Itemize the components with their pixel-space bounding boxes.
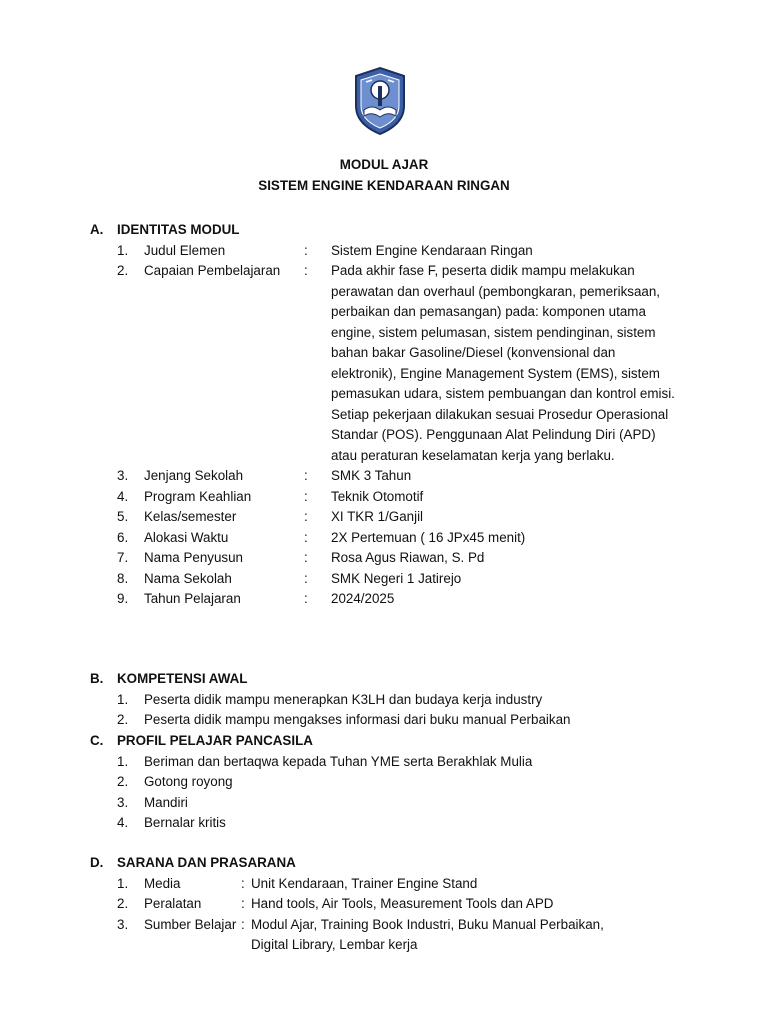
field-colon: : [304,529,308,545]
list-item [90,690,710,711]
section-title: SARANA DAN PRASARANA [117,855,296,870]
section-sarana-dan-prasarana [90,853,710,956]
item-number: 1. [117,242,129,258]
field-label: Nama Sekolah [144,570,232,586]
item-number: 3. [117,794,129,810]
item-number: 9. [117,591,129,606]
field-label: Kelas/semester [144,509,237,524]
item-number: 7. [117,550,129,565]
section-heading [90,669,710,690]
title-line-1: MODUL AJAR [339,157,429,172]
item-number: 3. [117,468,129,483]
field-value: Unit Kendaraan, Trainer Engine Stand [251,875,478,891]
item-number: 2. [117,712,129,727]
item-text: Bernalar kritis [144,815,226,830]
section-kompetensi-awal [90,669,710,731]
item-text: Mandiri [144,794,188,810]
list-item [90,710,710,731]
item-number: 8. [117,570,129,586]
section-heading [90,853,710,874]
section-title: IDENTITAS MODUL [117,222,240,237]
item-number: 1. [117,753,129,769]
field-value: SMK Negeri 1 Jatirejo [331,570,462,586]
field-colon: : [304,263,308,278]
item-text: Peserta didik mampu menerapkan K3LH dan budaya kerja industry [144,691,543,707]
field-label: Judul Elemen [144,242,226,258]
field-value: Teknik Otomotif [331,488,424,504]
section-letter: A. [90,222,104,237]
field-row [90,241,710,262]
section-letter: D. [90,855,104,870]
item-number: 2. [117,774,129,789]
section-profil-pelajar-pancasila [90,731,710,834]
item-number: 4. [117,488,129,504]
field-colon: : [304,468,308,483]
item-text: Peserta didik mampu mengakses informasi dari buku manual Perbaikan [144,712,571,727]
item-number: 3. [117,916,129,932]
field-value: Sistem Engine Kendaraan Ringan [331,242,533,258]
field-value: 2X Pertemuan ( 16 JPx45 menit) [331,529,526,545]
field-label: Tahun Pelajaran [144,591,241,606]
item-number: 1. [117,875,129,891]
field-row [90,874,710,895]
field-colon: : [241,916,245,932]
item-number: 4. [117,815,129,830]
school-emblem-icon [352,66,408,136]
field-value: Modul Ajar, Training Book Industri, Buku Manual Perbaikan, Digital Library, Lembar kerja [251,916,604,952]
field-row [90,589,710,610]
list-item [90,772,710,793]
field-colon: : [241,896,245,911]
field-row [90,487,710,508]
section-heading [90,731,710,752]
section-identitas-modul [90,220,710,610]
list-item [90,752,710,773]
section-letter: C. [90,733,104,748]
field-colon: : [304,591,308,606]
section-heading [90,220,710,241]
field-label: Program Keahlian [144,488,252,504]
field-value: Hand tools, Air Tools, Measurement Tools dan APD [251,896,554,911]
section-title: PROFIL PELAJAR PANCASILA [117,733,313,748]
document-title [0,154,768,196]
field-colon: : [241,875,245,891]
field-row [90,507,710,528]
field-label: Media [144,875,181,891]
field-label: Jenjang Sekolah [144,468,244,483]
item-number: 5. [117,509,129,524]
field-colon: : [304,242,308,258]
field-row [90,569,710,590]
field-colon: : [304,509,308,524]
item-text: Beriman dan bertaqwa kepada Tuhan YME serta Berakhlak Mulia [144,753,533,769]
field-row [90,261,710,466]
field-value: Rosa Agus Riawan, S. Pd [331,550,485,565]
field-value: 2024/2025 [331,591,395,606]
item-number: 2. [117,896,129,911]
list-item [90,813,710,834]
field-row [90,528,710,549]
field-value: Pada akhir fase F, peserta didik mampu melakukan perawatan dan overhaul (pembongkaran, pemeriksaan, perbaikan dan pemasangan) pada: komponen utama engine, sistem pelumasan, sistem pendinginan, sistem bahan bakar Gasoline/Diesel (konvensional dan elektronik), Engine Management System (EMS), sistem pemasukan udara, sistem pembuangan dan kontrol emisi. Setiap pekerjaan dilakukan sesuai Prosedur Operasional Standar (POS). Penggunaan Alat Pelindung Diri (APD) atau peraturan keselamatan kerja yang berlaku. [331,263,675,463]
field-row [90,894,710,915]
item-number: 6. [117,529,129,545]
field-value: XI TKR 1/Ganjil [331,509,424,524]
field-label: Capaian Pembelajaran [144,263,281,278]
field-label: Nama Penyusun [144,550,243,565]
field-colon: : [304,488,308,504]
field-row [90,915,710,956]
list-item [90,793,710,814]
field-label: Sumber Belajar [144,916,237,932]
section-letter: B. [90,671,104,686]
field-colon: : [304,570,308,586]
field-row [90,466,710,487]
section-title: KOMPETENSI AWAL [117,671,248,686]
item-number: 2. [117,263,129,278]
field-colon: : [304,550,308,565]
item-text: Gotong royong [144,774,233,789]
field-label: Alokasi Waktu [144,529,229,545]
field-label: Peralatan [144,896,202,911]
field-value: SMK 3 Tahun [331,468,412,483]
field-row [90,548,710,569]
title-line-2: SISTEM ENGINE KENDARAAN RINGAN [258,178,510,193]
item-number: 1. [117,691,129,707]
